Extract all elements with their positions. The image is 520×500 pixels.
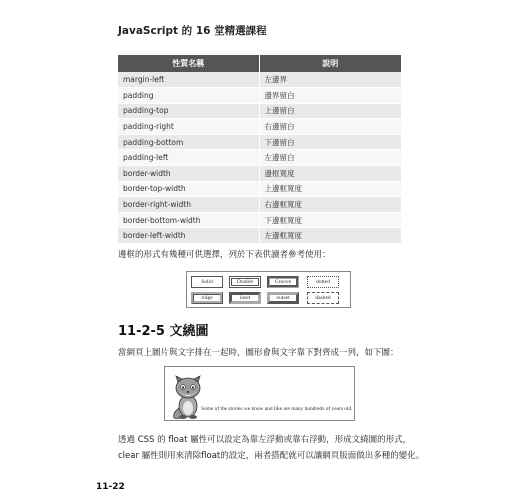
float-example-caption: Some of the stories we know and like are many hundreds of years old.	[201, 406, 353, 412]
property-name-cell: margin-left	[118, 72, 259, 88]
table-body	[118, 72, 401, 244]
column-header-property: 性質名稱	[118, 55, 259, 72]
border-sample-outset: outset	[267, 292, 299, 304]
border-sample-dashed: dashed	[307, 292, 339, 304]
table-row	[118, 119, 401, 135]
property-name-cell: border-top-width	[118, 181, 259, 197]
table-row	[118, 228, 401, 244]
property-description-cell: 上邊框寬度	[259, 181, 401, 197]
property-description-cell: 左邊界	[259, 72, 401, 88]
border-sample-ridge: ridge	[191, 292, 223, 304]
page-number: 11-22	[96, 482, 125, 492]
property-name-cell: padding-left	[118, 150, 259, 166]
property-description-cell: 左邊留白	[259, 150, 401, 166]
border-sample-inset: inset	[229, 292, 261, 304]
css-property-table	[118, 55, 401, 244]
table-row	[118, 212, 401, 228]
property-description-cell: 右邊框寬度	[259, 197, 401, 213]
border-sample-solid: Solid	[191, 276, 223, 288]
fox-illustration	[168, 368, 206, 420]
paragraph-float-intro: 當網頁上圖片與文字排在一起時，圖形會與文字靠下對齊成一列，如下圖：	[118, 348, 399, 358]
table-row	[118, 103, 401, 119]
table-row	[118, 197, 401, 213]
table-row	[118, 134, 401, 150]
property-name-cell: border-left-width	[118, 228, 259, 244]
border-style-demo	[186, 271, 351, 308]
property-name-cell: padding-right	[118, 119, 259, 135]
column-header-description: 說明	[259, 55, 401, 72]
table-row	[118, 72, 401, 88]
property-name-cell: padding-top	[118, 103, 259, 119]
property-description-cell: 左邊框寬度	[259, 228, 401, 244]
border-sample-groove: Groove	[267, 276, 299, 288]
float-example-figure	[164, 366, 355, 421]
property-description-cell: 右邊留白	[259, 119, 401, 135]
property-name-cell: border-right-width	[118, 197, 259, 213]
running-header: JavaScript 的 16 堂精選課程	[118, 25, 267, 37]
paragraph-float-line-1: 透過 CSS 的 float 屬性可以設定為靠左浮動或靠右浮動，形成文繞圖的形式，	[118, 435, 412, 445]
table-row	[118, 166, 401, 182]
table-row	[118, 150, 401, 166]
paragraph-border-styles: 邊框的形式有幾種可供選擇，列於下表供讀者參考使用：	[118, 250, 331, 260]
property-description-cell: 邊框寬度	[259, 166, 401, 182]
section-heading: 11-2-5 文繞圖	[118, 324, 209, 339]
border-sample-dotted: dotted	[307, 276, 339, 288]
table-row	[118, 181, 401, 197]
property-description-cell: 下邊留白	[259, 134, 401, 150]
property-name-cell: border-width	[118, 166, 259, 182]
table-row	[118, 88, 401, 104]
property-description-cell: 下邊框寬度	[259, 212, 401, 228]
border-sample-double: Double	[229, 276, 261, 288]
property-name-cell: border-bottom-width	[118, 212, 259, 228]
property-description-cell: 邊界留白	[259, 88, 401, 104]
property-description-cell: 上邊留白	[259, 103, 401, 119]
property-name-cell: padding-bottom	[118, 134, 259, 150]
property-name-cell: padding	[118, 88, 259, 104]
table-header-row	[118, 55, 401, 72]
paragraph-float-line-2: clear 屬性則用來清除float的設定，兩者搭配就可以讓網頁版面做出多種的變化。	[118, 451, 425, 461]
